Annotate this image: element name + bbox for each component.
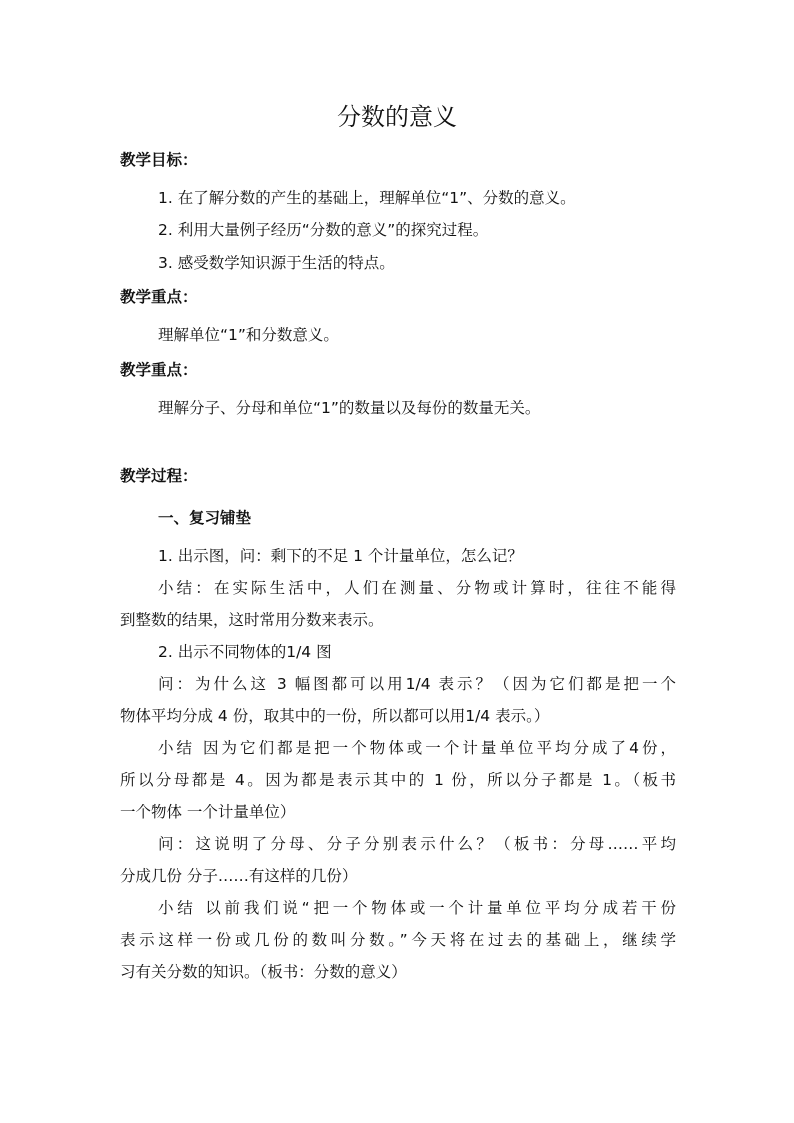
- section-heading-review: 一、复习铺垫: [158, 509, 252, 527]
- process-line-6: 物体平均分成 4 份，取其中的一份，所以都可以用1/4 表示。）: [120, 707, 550, 725]
- process-line-1: 1. 出示图，问：剩下的不足 1 个计量单位，怎么记？: [158, 547, 523, 565]
- page-title: 分数的意义: [337, 103, 457, 131]
- goal-item-3: 3. 感受数学知识源于生活的特点。: [158, 254, 395, 272]
- process-line-2: 小结：在实际生活中，人们在测量、分物或计算时，往往不能得: [158, 579, 676, 597]
- key-points-text-2: 理解分子、分母和单位“1”的数量以及每份的数量无关。: [158, 399, 541, 417]
- goal-item-2: 2. 利用大量例子经历“分数的意义”的探究过程。: [158, 221, 489, 239]
- process-line-14: 习有关分数的知识。（板书：分数的意义）: [120, 963, 407, 981]
- process-line-3: 到整数的结果，这时常用分数来表示。: [120, 611, 384, 629]
- process-line-12: 小结 以前我们说“把一个物体或一个计量单位平均分成若干份: [158, 899, 676, 917]
- process-line-7: 小结 因为它们都是把一个物体或一个计量单位平均分成了4份，: [158, 739, 676, 757]
- goal-item-1: 1. 在了解分数的产生的基础上，理解单位“1”、分数的意义。: [158, 189, 576, 207]
- key-points-heading-2: 教学重点：: [120, 361, 198, 379]
- process-line-13: 表示这样一份或几份的数叫分数。”今天将在过去的基础上，继续学: [120, 931, 676, 949]
- process-line-5: 问：为什么这 3 幅图都可以用1/4 表示？（因为它们都是把一个: [158, 675, 676, 693]
- process-line-11: 分成几份 分子……有这样的几份）: [120, 867, 358, 885]
- process-line-10: 问：这说明了分母、分子分别表示什么？（板书：分母……平均: [158, 835, 676, 853]
- process-line-9: 一个物体 一个计量单位）: [120, 803, 296, 821]
- goals-heading: 教学目标：: [120, 151, 198, 169]
- process-heading: 教学过程：: [120, 467, 198, 485]
- key-points-text-1: 理解单位“1”和分数意义。: [158, 326, 339, 344]
- process-line-8: 所以分母都是 4。因为都是表示其中的 1 份，所以分子都是 1。（板书: [120, 771, 676, 789]
- key-points-heading-1: 教学重点：: [120, 288, 198, 306]
- process-line-4: 2. 出示不同物体的1/4 图: [158, 643, 332, 661]
